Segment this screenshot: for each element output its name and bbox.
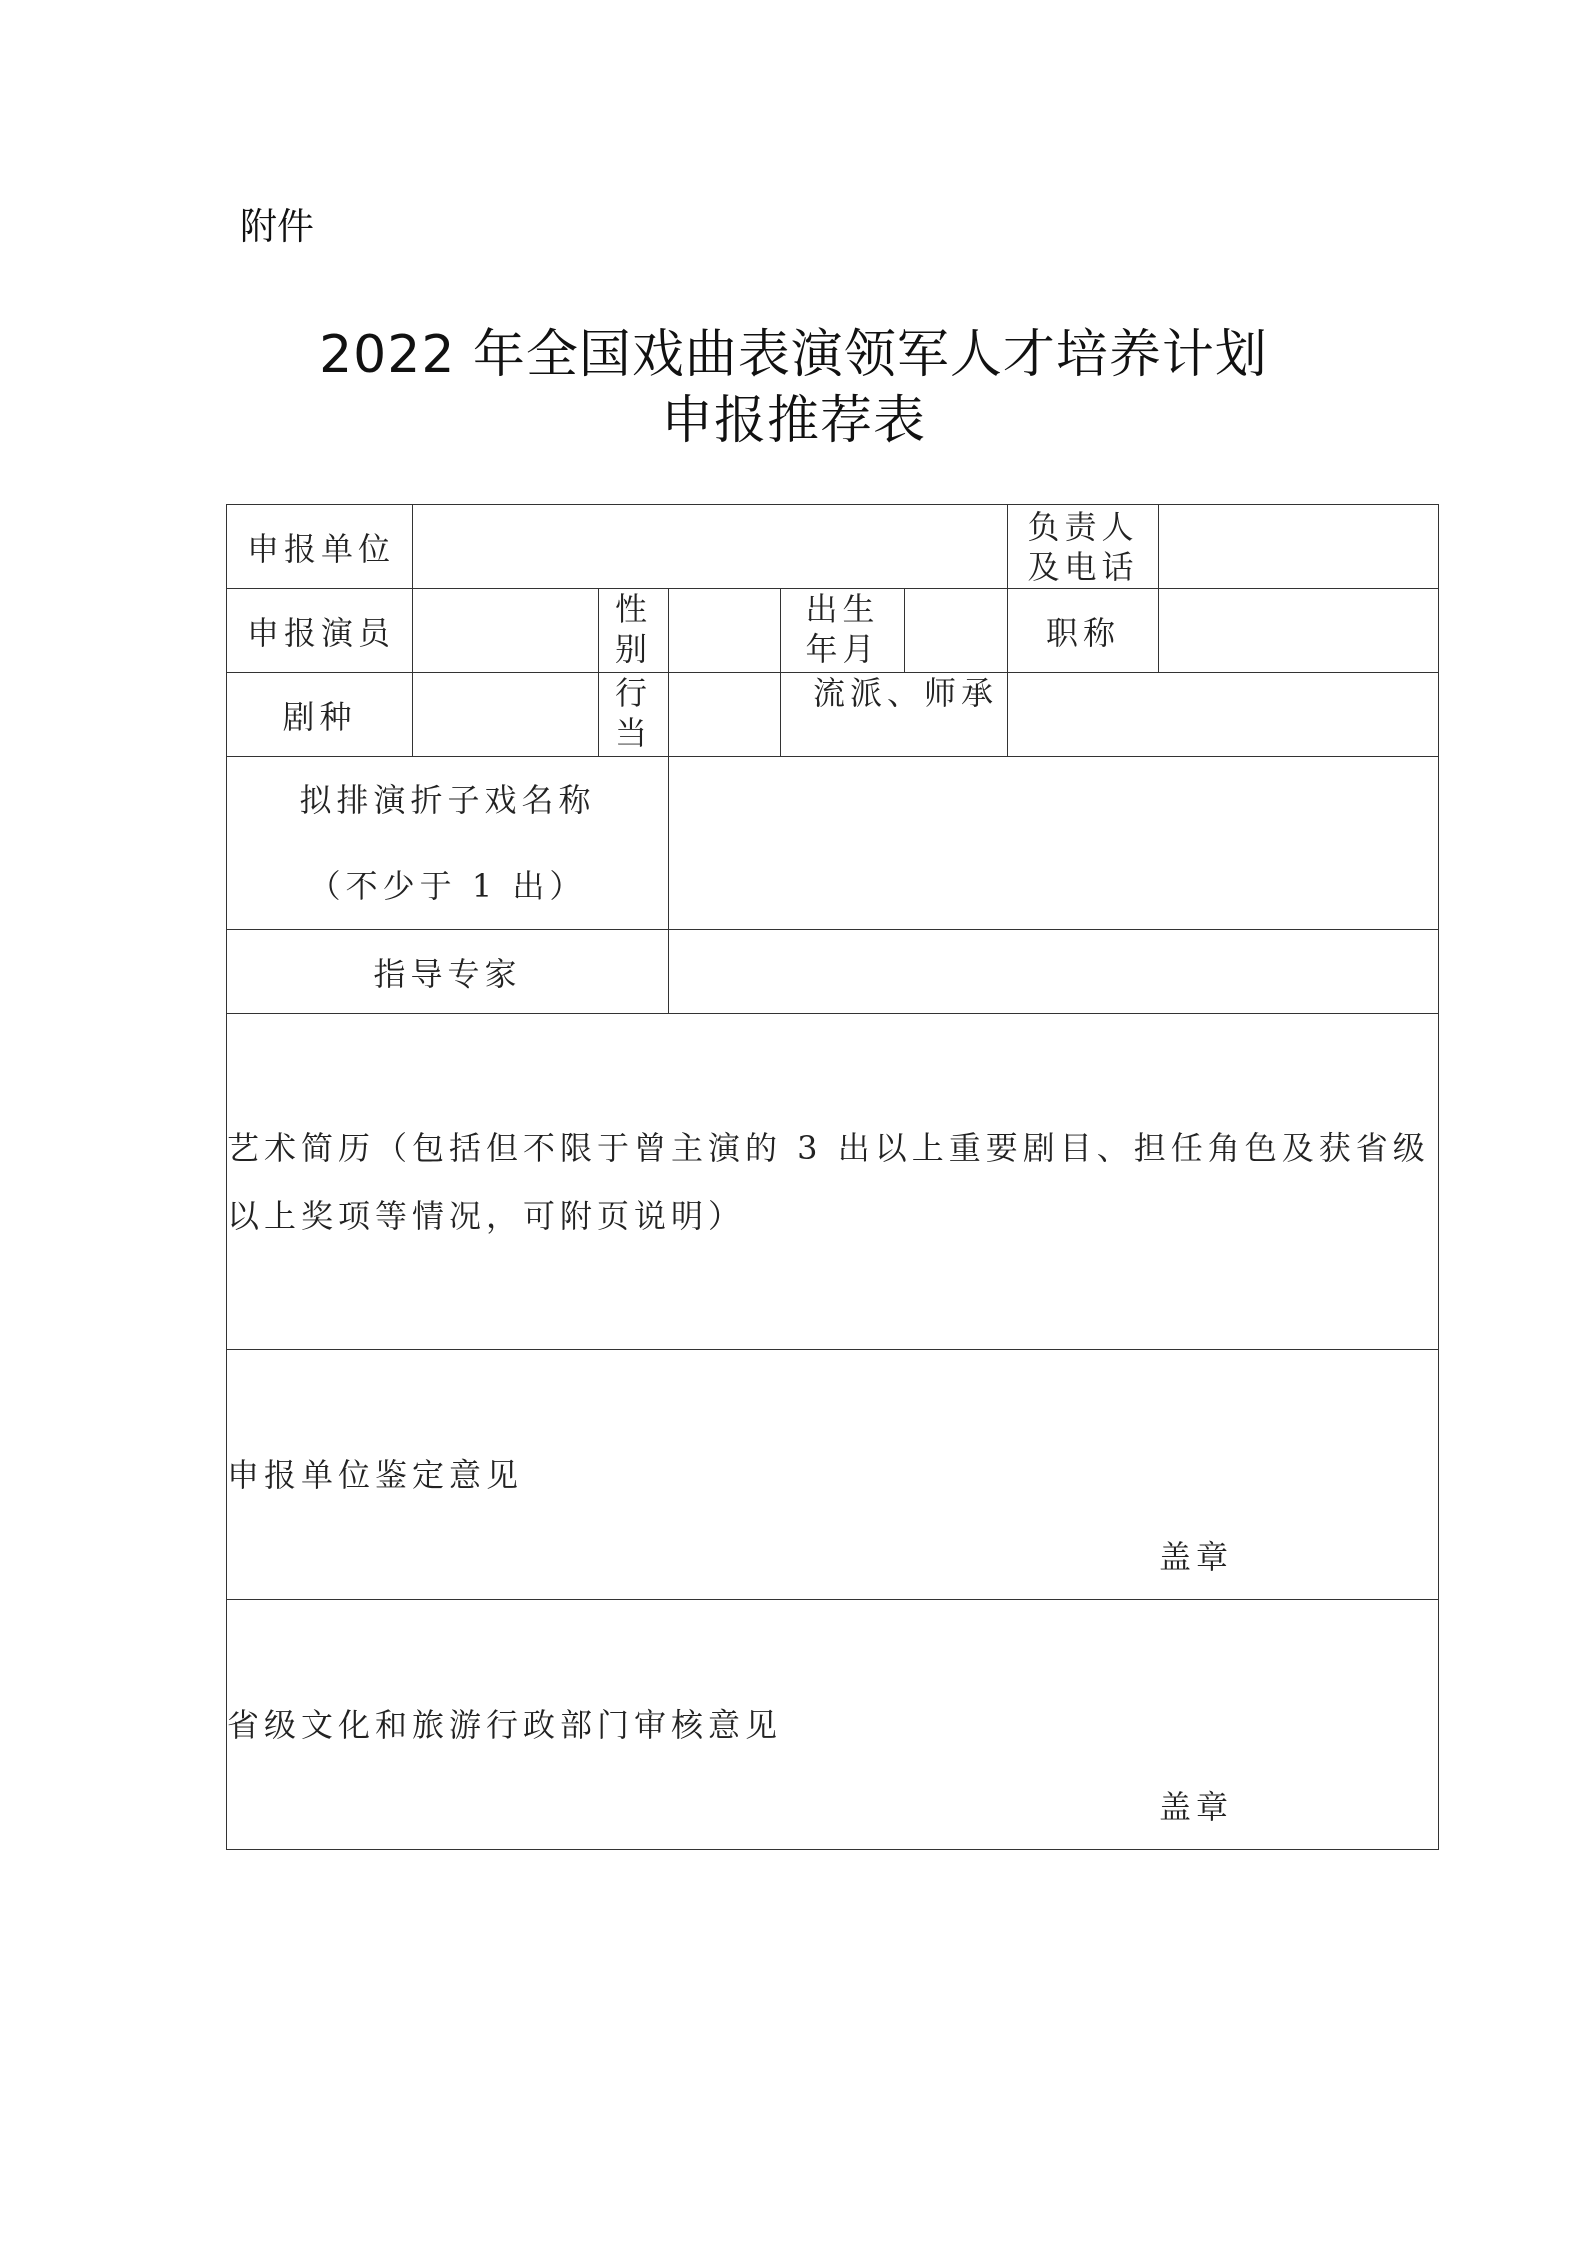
role-type-label-line1: 行 <box>614 674 652 712</box>
school-field[interactable] <box>1008 673 1439 757</box>
plays-label-line1: 拟排演折子戏名称 <box>299 781 596 819</box>
mentor-field[interactable] <box>669 930 1439 1014</box>
birth-field[interactable] <box>905 589 1008 673</box>
job-title-label: 职称 <box>1008 589 1159 673</box>
plays-field[interactable] <box>669 757 1439 930</box>
gender-label-line1: 性 <box>614 590 652 628</box>
unit-field[interactable] <box>413 505 1008 589</box>
performer-field[interactable] <box>413 589 599 673</box>
row-performer <box>227 589 1439 673</box>
unit-seal-label: 盖章 <box>1159 1538 1234 1576</box>
gender-label <box>599 589 669 673</box>
contact-label-line2: 及电话 <box>1027 547 1139 586</box>
opera-type-field[interactable] <box>413 673 599 757</box>
plays-label <box>227 757 669 930</box>
opera-type-label: 剧种 <box>227 673 413 757</box>
gender-label-line2: 别 <box>614 630 652 668</box>
row-unit-opinion <box>227 1350 1439 1600</box>
gender-field[interactable] <box>669 589 781 673</box>
unit-opinion-label: 申报单位鉴定意见 <box>227 1455 524 1494</box>
application-form-table <box>226 504 1439 1850</box>
row-plays <box>227 757 1439 930</box>
unit-opinion-section[interactable] <box>227 1350 1439 1600</box>
unit-label: 申报单位 <box>227 505 413 589</box>
row-resume <box>227 1014 1439 1350</box>
resume-label-line2: 以上奖项等情况，可附页说明） <box>227 1196 746 1235</box>
birth-label <box>781 589 905 673</box>
attachment-label: 附件 <box>240 205 314 248</box>
provincial-opinion-section[interactable] <box>227 1600 1439 1850</box>
resume-label-line1: 艺术简历（包括但不限于曾主演的 3 出以上重要剧目、担任角色及获省级 <box>227 1128 1430 1167</box>
performer-label: 申报演员 <box>227 589 413 673</box>
row-unit <box>227 505 1439 589</box>
document-subtitle: 申报推荐表 <box>660 391 926 451</box>
role-type-label-line2: 当 <box>614 714 652 752</box>
provincial-opinion-label: 省级文化和旅游行政部门审核意见 <box>227 1705 783 1744</box>
contact-label-line1: 负责人 <box>1027 507 1139 546</box>
school-label: 流派、师承 <box>781 673 1008 757</box>
birth-label-line2: 年月 <box>805 630 880 668</box>
contact-field[interactable] <box>1159 505 1439 589</box>
contact-label <box>1008 505 1159 589</box>
plays-label-line2: （不少于 1 出） <box>308 867 587 905</box>
document-title: 2022 年全国戏曲表演领军人才培养计划 <box>319 325 1268 385</box>
role-type-field[interactable] <box>669 673 781 757</box>
row-mentor <box>227 930 1439 1014</box>
role-type-label <box>599 673 669 757</box>
job-title-field[interactable] <box>1159 589 1439 673</box>
provincial-seal-label: 盖章 <box>1159 1788 1234 1826</box>
birth-label-line1: 出生 <box>805 590 880 628</box>
mentor-label: 指导专家 <box>227 930 669 1014</box>
row-opera-type <box>227 673 1439 757</box>
resume-section[interactable] <box>227 1014 1439 1350</box>
row-provincial-opinion <box>227 1600 1439 1850</box>
